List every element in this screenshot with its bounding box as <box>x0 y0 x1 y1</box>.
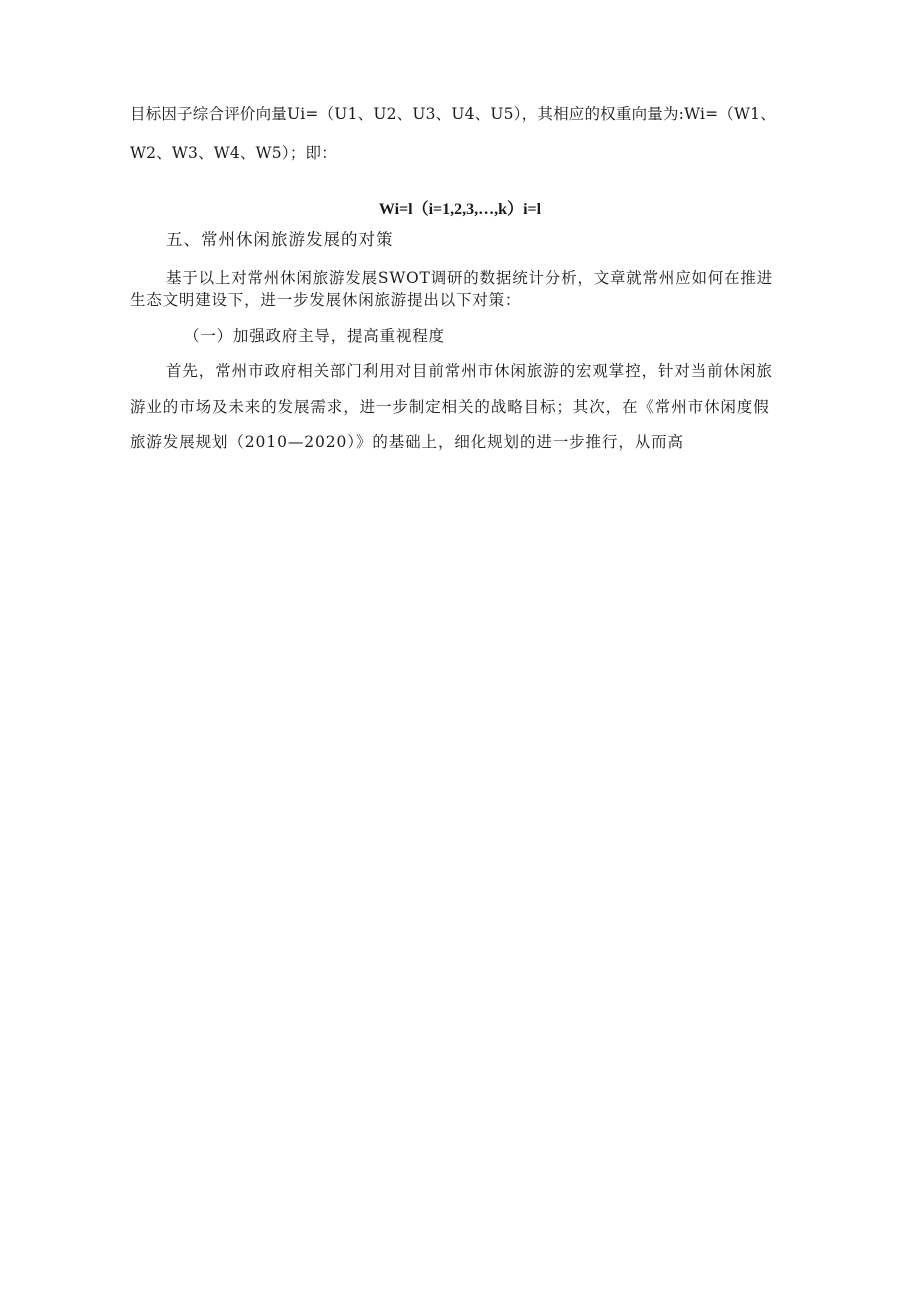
text-line-vector-continuation: W2、W3、W4、W5）；即： <box>130 144 337 162</box>
paragraph-1-line-1: 基于以上对常州休闲旅游发展SWOT调研的数据统计分析，文章就常州应如何在推进 <box>166 269 773 287</box>
paragraph-2-line-1: 首先，常州市政府相关部门利用对目前常州市休闲旅游的宏观掌控，针对当前休闲旅 <box>166 362 773 380</box>
text-line-vector-definition: 目标因子综合评价向量Ui=（U1、U2、U3、U4、U5），其相应的权重向量为:Wi=（W1、 <box>130 105 776 123</box>
paragraph-1-line-2: 生态文明建设下，进一步发展休闲旅游提出以下对策： <box>130 291 522 309</box>
weight-formula: Wi=l（i=1,2,3,…,k）i=l <box>378 201 542 218</box>
subsection-heading: （一）加强政府主导，提高重视程度 <box>184 327 445 345</box>
section-heading: 五、常州休闲旅游发展的对策 <box>166 230 394 249</box>
paragraph-2-line-3: 旅游发展规划（2010—2020）》的基础上，细化规划的进一步推行，从而高 <box>130 433 684 451</box>
paragraph-2-line-2: 游业的市场及未来的发展需求，进一步制定相关的战略目标；其次，在《常州市休闲度假 <box>130 398 770 416</box>
